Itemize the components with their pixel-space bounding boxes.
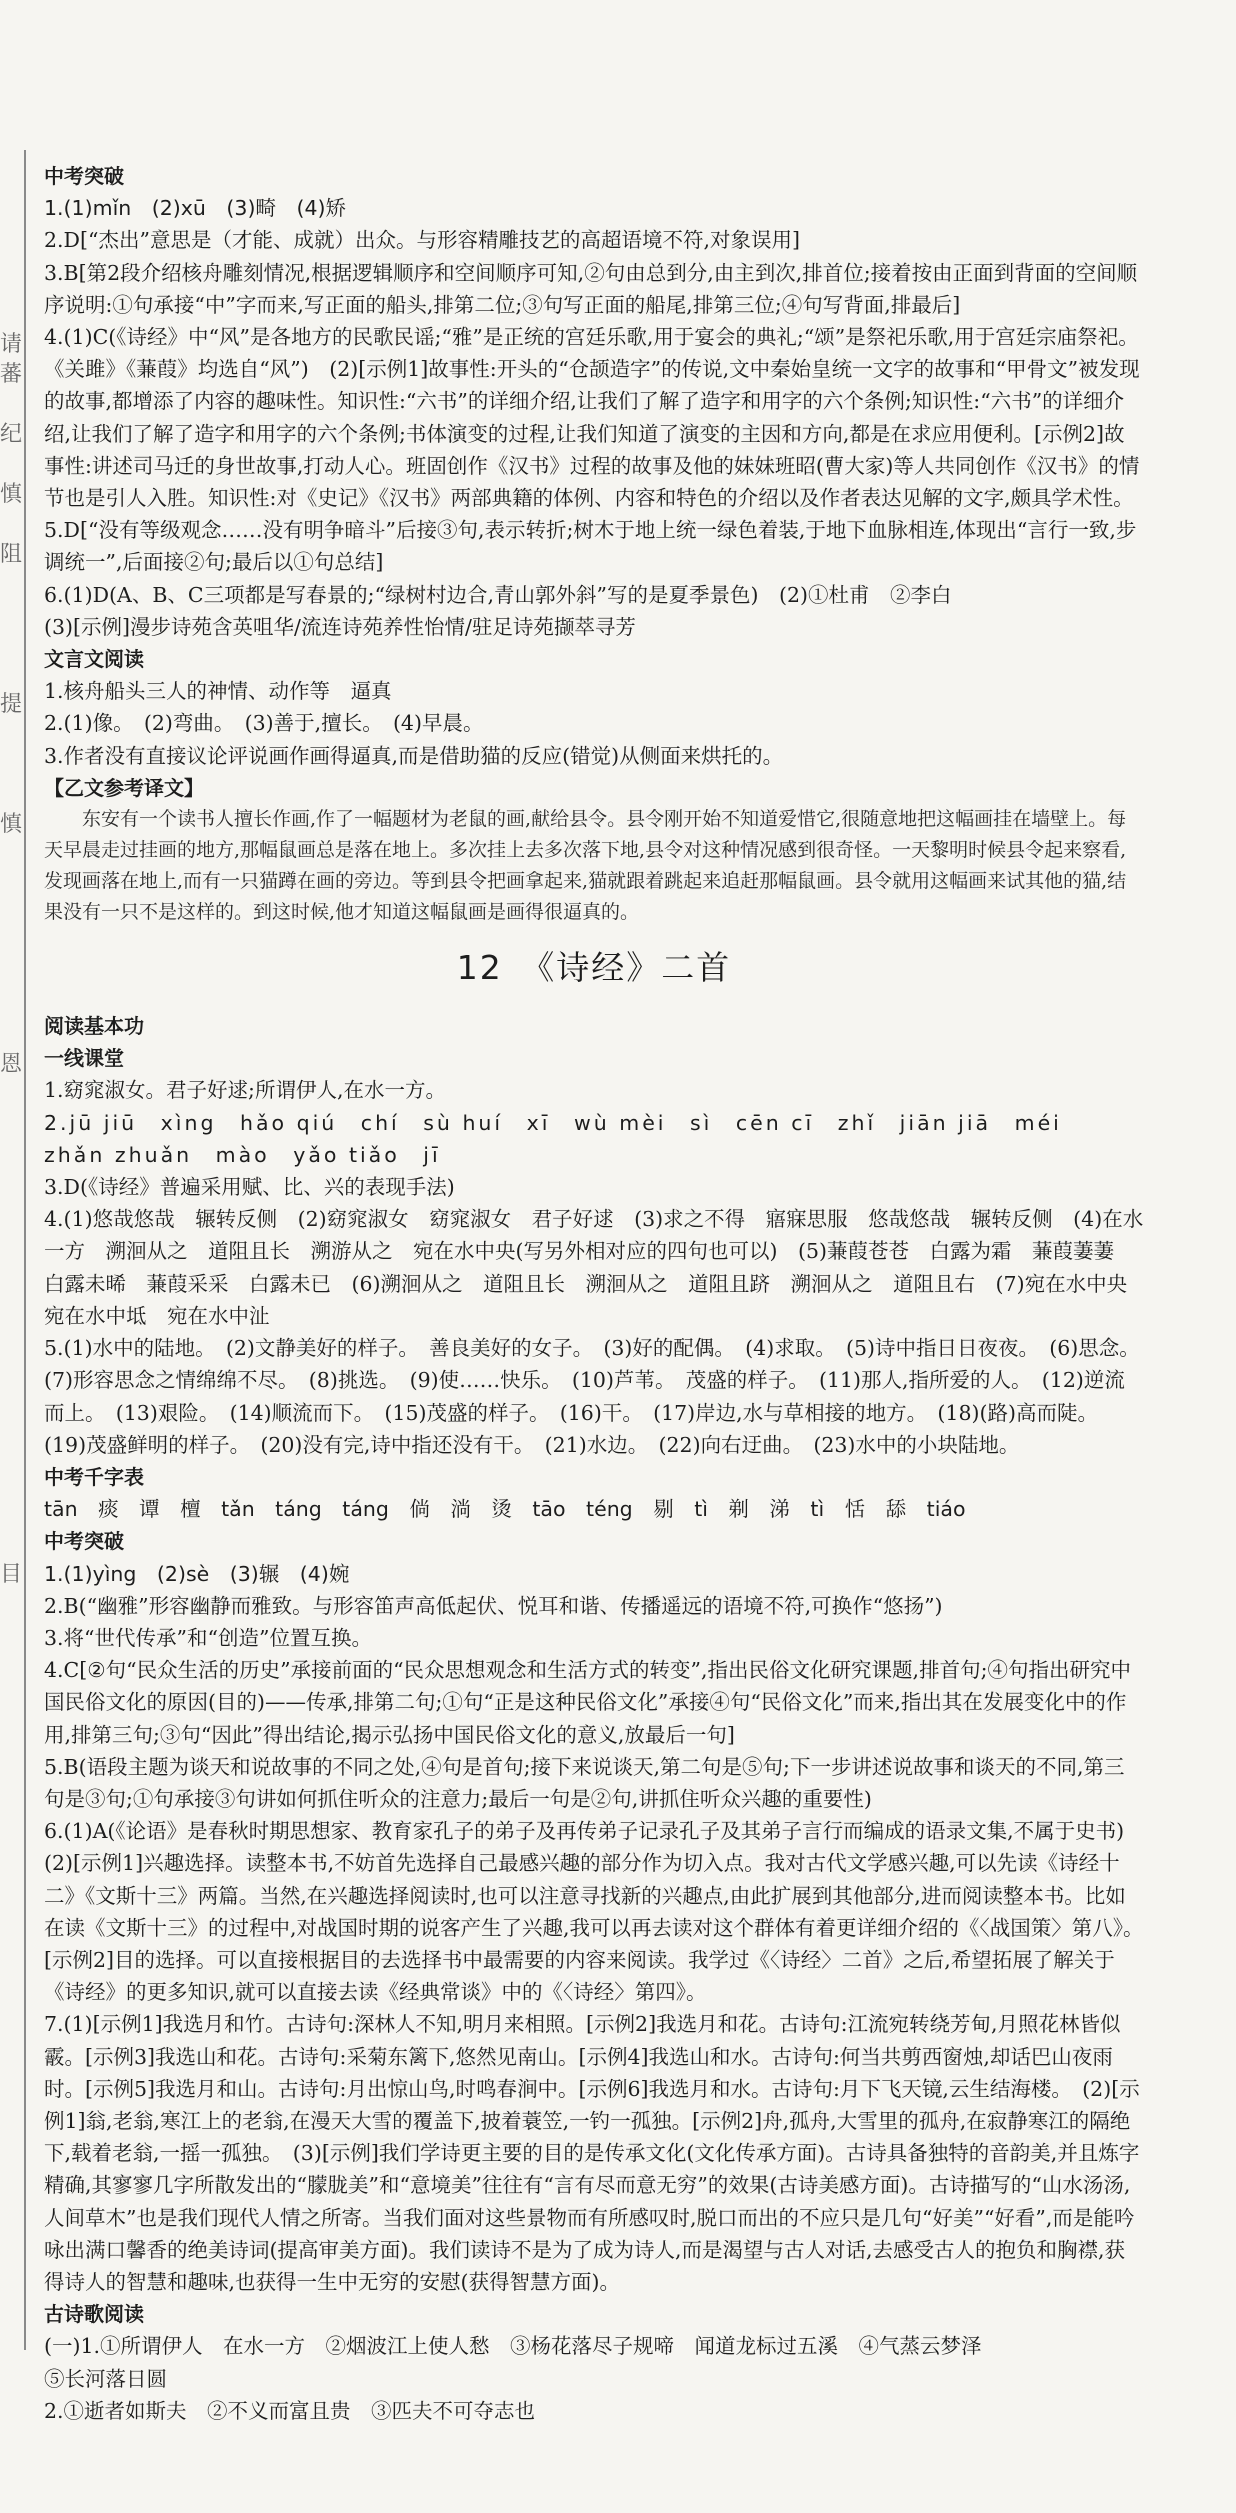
answer-line: 2.B(“幽雅”形容幽静而雅致。与形容笛声高低起伏、悦耳和谐、传播遥远的语境不符,可换作“悠扬”): [44, 1593, 943, 1618]
section-heading-zhongkao-2: 中考突破: [44, 1529, 124, 1554]
section-heading-jibengong: 阅读基本功: [44, 1014, 144, 1039]
margin-text: 请 蕃 纪 慎 阻 提 慎 恩 目: [0, 332, 23, 1587]
section-heading-yixian: 一线课堂: [44, 1046, 124, 1071]
pinyin-line: 2.jū jiū xìng hǎo qiú chí sù huí xī wù mèi sì cēn cī zhǐ jiān jiā méi zhǎn zhuǎn mào yǎo tiǎo jī: [44, 1110, 1086, 1167]
section-heading-gushige: 古诗歌阅读: [44, 2302, 144, 2327]
answer-page: [44, 160, 1151, 2427]
answer-line: 6.(1)D(A、B、C三项都是写春景的;“绿树村边合,青山郭外斜”写的是夏季景色) (2)①杜甫 ②李白: [44, 582, 952, 607]
answer-line: 1.窈窕淑女。君子好逑;所谓伊人,在水一方。: [44, 1078, 446, 1103]
binding-margin-line: [24, 150, 26, 2350]
answer-line: 3.将“世代传承”和“创造”位置互换。: [44, 1625, 372, 1650]
answer-line: 4.C[②句“民众生活的历史”承接前面的“民众思想观念和生活方式的转变”,指出民俗文化研究课题,排首句;④句指出研究中国民俗文化的原因(目的)——传承,排第二句;①句“正是这种民俗文化”承接④句“民俗文化”而来,指出其在发展变化中的作用,排第三句;③句“因此”得出结论,揭示弘扬中国民俗文化的意义,放最后一句]: [44, 1658, 1131, 1747]
section-heading-qianzibiao: 中考千字表: [44, 1464, 144, 1489]
answer-line: 3.B[第2段介绍核舟雕刻情况,根据逻辑顺序和空间顺序可知,②句由总到分,由主到次,排首位;接着按由正面到背面的空间顺序说明:①句承接“中”字而来,写正面的船头,排第二位;③句写正面的船尾,排第三位;④句写背面,排最后]: [44, 260, 1138, 317]
answer-line: 3.作者没有直接议论评说画作画得逼真,而是借助猫的反应(错觉)从侧面来烘托的。: [44, 743, 784, 768]
answer-line: 5.(1)水中的陆地。 (2)文静美好的样子。 善良美好的女子。 (3)好的配偶。 (4)求取。 (5)诗中指日日夜夜。 (6)思念。 (7)形容思念之情绵绵不尽。 (8)挑选。 (9)使……快乐。 (10)芦苇。 茂盛的样子。 (11)那人,指所爱的人。 (12)逆流而上。 (13)艰险。 (14)顺流而下。 (15)茂盛的样子。 (16)干。 (17)岸边,水与草相接的地方。 (18)(路)高而陡。 (19)茂盛鲜明的样子。 (20)没有完,诗中指还没有干。 (21)水边。 (22)向右迂曲。 (23)水中的小块陆地。: [44, 1336, 1151, 1457]
answer-line: 5.B(语段主题为谈天和说故事的不同之处,④句是首句;接下来说谈天,第二句是⑤句;下一步讲述说故事和谈天的不同,第三句是③句;①句承接③句讲如何抓住听众的注意力;最后一句是②句,讲抓住听众兴趣的重要性): [44, 1754, 1125, 1811]
answer-line: 6.(1)A(《论语》是春秋时期思想家、教育家孔子的弟子及再传弟子记录孔子及其弟子言行而编成的语录文集,不属于史书) (2)[示例1]兴趣选择。读整本书,不妨首先选择自己最感兴趣的部分作为切入点。我对古代文学感兴趣,可以先读《诗经十二》《文斯十三》两篇。当然,在兴趣选择阅读时,也可以注意寻找新的兴趣点,由此扩展到其他部分,进而阅读整本书。比如在读《文斯十三》的过程中,对战国时期的说客产生了兴趣,我可以再去读对这个群体有着更详细介绍的《〈战国策〉第八》。[示例2]目的选择。可以直接根据目的去选择书中最需要的内容来阅读。我学过《〈诗经〉二首》之后,希望拓展了解关于《诗经》的更多知识,就可以直接去读《经典常谈》中的《〈诗经〉第四》。: [44, 1819, 1145, 2005]
answer-line: 2.D[“杰出”意思是（才能、成就）出众。与形容精雕技艺的高超语境不符,对象误用]: [44, 228, 800, 253]
answer-line: 1.(1)mǐn (2)xū (3)畸 (4)矫: [44, 196, 346, 221]
answer-line: 4.(1)悠哉悠哉 辗转反侧 (2)窈窕淑女 窈窕淑女 君子好逑 (3)求之不得 寤寐思服 悠哉悠哉 辗转反侧 (4)在水一方 溯洄从之 道阻且长 溯游从之 宛在水中央(写另外相对应的四句也可以) (5)蒹葭苍苍 白露为霜 蒹葭萋萋 白露未晞 蒹葭采采 白露未已 (6)溯洄从之 道阻且长 溯洄从之 道阻且跻 溯洄从之 道阻且右 (7)宛在水中央 宛在水中坻 宛在水中沚: [44, 1207, 1148, 1328]
section-heading-wenyanwen: 文言文阅读: [44, 647, 144, 672]
character-list: tān 痰 谭 檀 tǎn táng táng 倘 淌 烫 tāo téng 剔 tì 剃 涕 tì 恬 舔 tiáo: [44, 1497, 966, 1522]
answer-line: ⑤长河落日圆: [44, 2366, 167, 2391]
answer-line: (一)1.①所谓伊人 在水一方 ②烟波江上使人愁 ③杨花落尽子规啼 闻道龙标过五溪 ④气蒸云梦泽: [44, 2334, 982, 2359]
answer-line: 1.(1)yìng (2)sè (3)辗 (4)婉: [44, 1561, 350, 1586]
translation-text: 东安有一个读书人擅长作画,作了一幅题材为老鼠的画,献给县令。县令刚开始不知道爱惜它,很随意地把这幅画挂在墙壁上。每天早晨走过挂画的地方,那幅鼠画总是落在地上。多次挂上去多次落下地,县令对这种情况感到很奇怪。一天黎明时候县令起来察看,发现画落在地上,而有一只猫蹲在画的旁边。等到县令把画拿起来,猫就跟着跳起来追赶那幅鼠画。县令就用这幅画来试其他的猫,结果没有一只不是这样的。到这时候,他才知道这幅鼠画是画得很逼真的。: [44, 808, 1127, 924]
answer-line: 4.(1)C(《诗经》中“风”是各地方的民歌民谣;“雅”是正统的宫廷乐歌,用于宴会的典礼;“颂”是祭祀乐歌,用于宫廷宗庙祭祀。《关雎》《蒹葭》均选自“风”) (2)[示例1]故事性:开头的“仓颉造字”的传说,文中秦始皇统一文字的故事和“甲骨文”被发现的故事,都增添了内容的趣味性。知识性:“六书”的详细介绍,让我们了解了造字和用字的六个条例;知识性:“六书”的详细介绍,让我们了解了造字和用字的六个条例;书体演变的过程,让我们知道了演变的主因和方向,都是在求应用便利。[示例2]故事性:讲述司马迁的身世故事,打动人心。班固创作《汉书》过程的故事及他的妹妹班昭(曹大家)等人共同创作《汉书》的情节也是引人入胜。知识性:对《史记》《汉书》两部典籍的体例、内容和特色的介绍以及作者表达见解的文字,颇具学术性。: [44, 325, 1140, 511]
translation-heading: 【乙文参考译文】: [44, 775, 204, 800]
section-heading-zhongkao: 中考突破: [44, 164, 124, 188]
answer-line: 2.①逝者如斯夫 ②不义而富且贵 ③匹夫不可夺志也: [44, 2398, 536, 2423]
answer-line: 2.(1)像。 (2)弯曲。 (3)善于,擅长。 (4)早晨。: [44, 711, 484, 736]
answer-line: 1.核舟船头三人的神情、动作等 逼真: [44, 679, 392, 704]
answer-line: 3.D(《诗经》普遍采用赋、比、兴的表现手法): [44, 1175, 455, 1200]
lesson-title: 12 《诗经》二首: [456, 948, 732, 988]
answer-line: 7.(1)[示例1]我选月和竹。古诗句:深林人不知,明月来相照。[示例2]我选月和花。古诗句:江流宛转绕芳甸,月照花林皆似霰。[示例3]我选山和花。古诗句:采菊东篱下,悠然见南山。[示例4]我选山和水。古诗句:何当共剪西窗烛,却话巴山夜雨时。[示例5]我选月和山。古诗句:月出惊山鸟,时鸣春涧中。[示例6]我选月和水。古诗句:月下飞天镜,云生结海楼。 (2)[示例1]翁,老翁,寒江上的老翁,在漫天大雪的覆盖下,披着蓑笠,一钓一孤独。[示例2]舟,孤舟,大雪里的孤舟,在寂静寒江的隔绝下,载着老翁,一摇一孤独。 (3)[示例]我们学诗更主要的目的是传承文化(文化传承方面)。古诗具备独特的音韵美,并且炼字精确,其寥寥几字所散发出的“朦胧美”和“意境美”往往有“言有尽而意无穷”的效果(古诗美感方面)。古诗描写的“山水汤汤,人间草木”也是我们现代人情之所寄。当我们面对这些景物而有所感叹时,脱口而出的不应只是几句“好美”“好看”,而是能吟咏出满口馨香的绝美诗词(提高审美方面)。我们读诗不是为了成为诗人,而是渴望与古人对话,去感受古人的抱负和胸襟,获得诗人的智慧和趣味,也获得一生中无穷的安慰(获得智慧方面)。: [44, 2012, 1140, 2294]
answer-line: (3)[示例]漫步诗苑含英咀华/流连诗苑养性怡情/驻足诗苑撷萃寻芳: [44, 614, 636, 639]
answer-line: 5.D[“没有等级观念……没有明争暗斗”后接③句,表示转折;树木于地上统一绿色着装,于地下血脉相连,体现出“言行一致,步调统一”,后面接②句;最后以①句总结]: [44, 518, 1137, 575]
